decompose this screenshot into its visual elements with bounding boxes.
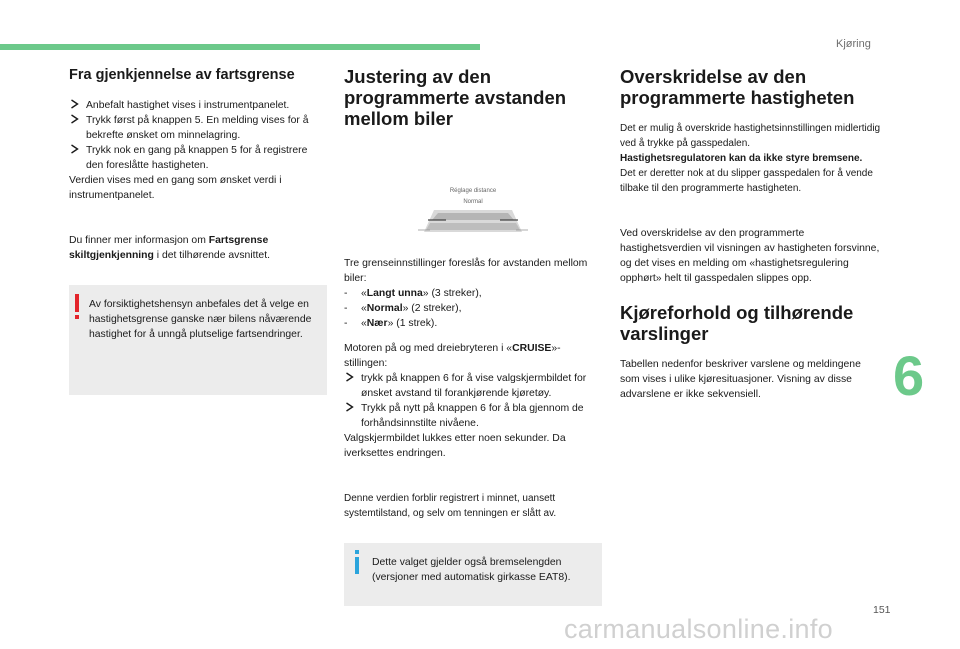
paragraph: Tabellen nedenfor beskriver varslene og meldingene som vises i ulike kjøresituasjoner. Visning av disse advarslene er ikke sekvensiell.	[620, 359, 861, 400]
list-item: Trykk nok en gang på knappen 5 for å registrere den foreslåtte hastigheten.	[69, 143, 327, 173]
paragraph: Ved overskridelse av den programmerte hastighetsverdien vil visningen av hastigheten forsvinne, og det vises en melding om «hastighetsregulering opphørt» helt til gasspedalen slippes opp.	[620, 228, 880, 284]
display-label-setting: Réglage distance	[449, 188, 497, 194]
page-number: 151	[873, 604, 891, 616]
info-icon	[353, 550, 361, 574]
paragraph: Det er deretter nok at du slipper gasspedalen for å vende tilbake til den programmerte hastigheten.	[620, 168, 873, 194]
paragraph-memory: Denne verdien forblir registrert i minnet, uansett systemtilstand, og selv om tenningen er slått av.	[344, 493, 557, 519]
distance-display-illustration	[344, 184, 602, 234]
paragraph-more-info: Du finner mer informasjon om Fartsgrense skiltgjenkjenning i det tilhørende avsnittet.	[69, 235, 270, 261]
chapter-number: 6	[893, 344, 925, 407]
display-label-level: Normal	[463, 199, 483, 205]
warning-box	[69, 285, 327, 395]
warning-text: Av forsiktighetshensyn anbefales det å velge en hastighetsgrense ganske nær bilens nåværende hastighet for å unngå plutselige fartsendringer.	[89, 299, 312, 340]
paragraph-cruise: Motoren på og med dreiebryteren i «CRUISE»-stillingen:	[344, 343, 561, 369]
paragraph: Verdien vises med en gang som ønsket verdi i instrumentpanelet.	[69, 175, 282, 201]
list-item: trykk på knappen 6 for å vise valgskjermbildet for ønsket avstand til forankjørende kjøretøy.	[344, 371, 602, 401]
section-title-driving-conditions: Kjøreforhold og tilhørende varslinger	[620, 302, 854, 344]
paragraph: Tre grenseinnstillinger foreslås for avstanden mellom biler:	[344, 258, 588, 284]
chapter-color-bar	[0, 44, 480, 50]
warning-exclamation-icon	[71, 293, 83, 321]
list-item: Trykk først på knappen 5. En melding vises for å bekrefte ønsket om minnelagring.	[69, 113, 327, 143]
column-left	[69, 68, 327, 395]
list-item: - «Langt unna» (3 streker),	[344, 288, 482, 299]
watermark: carmanualsonline.info	[564, 614, 833, 644]
paragraph-bold: Hastighetsregulatoren kan da ikke styre bremsene.	[620, 153, 863, 164]
section-title-distance: Justering av den programmerte avstanden mellom biler	[344, 66, 567, 129]
paragraph: Det er mulig å overskride hastighetsinnstillingen midlertidig ved å trykke på gasspedalen.	[620, 123, 881, 149]
column-right	[620, 66, 882, 402]
list-item: Trykk på nytt på knappen 6 for å bla gjennom de forhåndsinnstilte nivåene.	[344, 401, 602, 431]
section-title-overspeed: Overskridelse av den programmerte hastigheten	[620, 66, 855, 108]
list-item: - «Normal» (2 streker),	[344, 303, 462, 314]
paragraph: Valgskjermbildet lukkes etter noen sekunder. Da iverksettes endringen.	[344, 433, 566, 459]
arrow-bullet-icon	[69, 143, 81, 155]
info-text: Dette valget gjelder også bremselengden (versjoner med automatisk girkasse EAT8).	[372, 557, 571, 583]
arrow-bullet-icon	[69, 113, 81, 125]
arrow-bullet-icon	[69, 98, 81, 110]
arrow-bullet-icon	[344, 401, 356, 413]
info-box	[344, 543, 602, 606]
section-title-speed-limit: Fra gjenkjennelse av fartsgrense	[69, 67, 295, 83]
chapter-name: Kjøring	[836, 38, 871, 50]
arrow-bullet-icon	[344, 371, 356, 383]
column-middle	[344, 66, 602, 606]
list-item: Anbefalt hastighet vises i instrumentpanelet.	[69, 98, 327, 113]
list-item: - «Nær» (1 strek).	[344, 318, 438, 329]
